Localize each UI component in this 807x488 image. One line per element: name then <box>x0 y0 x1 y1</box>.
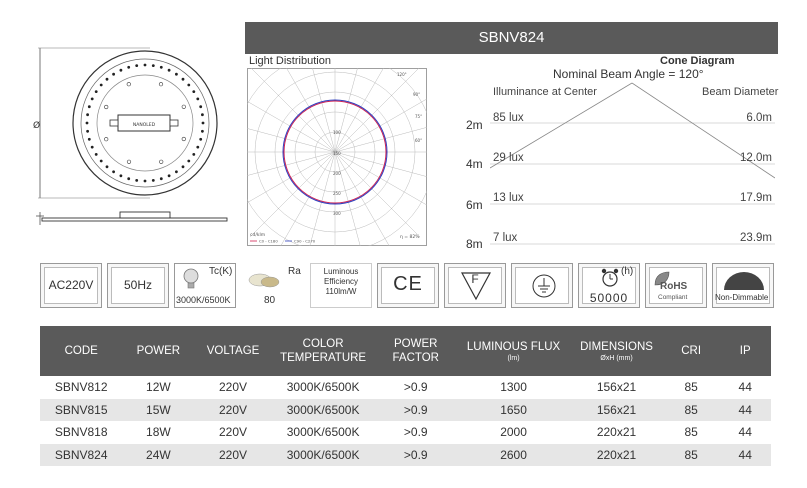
led-dot <box>88 105 91 108</box>
f-mark-label: F <box>471 272 479 286</box>
led-dot <box>199 105 202 108</box>
table-cell: 18W <box>146 425 171 440</box>
table-cell: 156x21 <box>570 399 663 422</box>
table-cell: 3000K/6500K <box>286 425 360 440</box>
tc-label: Tc(K) <box>209 266 233 277</box>
table-cell: 2000 <box>500 425 527 440</box>
led-dot <box>106 78 109 81</box>
led-dot <box>168 69 171 72</box>
led-dot <box>202 122 205 125</box>
lux-2m: 85 lux <box>493 112 524 124</box>
table-cell: 85 <box>684 425 698 440</box>
table-cell: 220V <box>194 399 271 422</box>
table-cell: 220x21 <box>570 444 663 467</box>
led-dot <box>100 84 103 87</box>
table-cell: 44 <box>738 380 752 395</box>
radial-label-250: 250 <box>333 191 341 196</box>
diameter-6m: 17.9m <box>740 192 772 204</box>
table-row <box>40 444 771 467</box>
led-dot <box>160 66 163 69</box>
table-cell: 12W <box>146 380 171 395</box>
header-ip: IP <box>719 326 771 376</box>
header-color-temperature: COLOR TEMPERATURE <box>272 326 375 376</box>
efficiency-label: η = 82% <box>400 235 420 240</box>
lux-6m: 13 lux <box>493 192 524 204</box>
diameter-2m: 6.0m <box>746 112 772 124</box>
led-dot <box>88 138 91 141</box>
led-dot <box>91 146 94 149</box>
cone-diagram-title: Cone Diagram <box>660 55 735 67</box>
diameter-4m: 12.0m <box>740 152 772 164</box>
mount-hole <box>127 160 131 164</box>
led-dot <box>120 174 123 177</box>
led-dot <box>127 66 130 69</box>
header-luminous-flux: LUMINOUS FLUX (lm) <box>457 326 570 376</box>
table-cell: 3000K/6500K <box>272 444 375 467</box>
table-cell: 3000K/6500K <box>286 380 360 395</box>
radial-label-150: 150 <box>333 151 341 156</box>
led-dot <box>112 73 115 76</box>
light-distribution-title: Light Distribution <box>249 55 331 67</box>
radial-label-100: 100 <box>333 130 341 135</box>
table-cell: 220V <box>194 444 271 467</box>
product-drawing <box>30 40 235 235</box>
led-dot <box>192 90 195 93</box>
header-power: POWER <box>122 326 194 376</box>
header-cri: CRI <box>663 326 720 376</box>
efficiency-line1: Luminous <box>323 267 359 276</box>
led-dot <box>86 122 89 125</box>
beam-angle-label: Nominal Beam Angle = 120° <box>553 67 704 81</box>
table-cell: SBNV815 <box>40 399 122 422</box>
led-dot <box>91 98 94 101</box>
led-dot <box>95 153 98 156</box>
table-cell: 85 <box>684 380 698 395</box>
angle-label-90: 90° <box>413 92 421 97</box>
polar-chart <box>247 68 427 246</box>
led-dot <box>201 130 204 133</box>
led-dot <box>95 90 98 93</box>
led-dot <box>152 179 155 182</box>
tc-value: 3000K/6500K <box>176 295 231 305</box>
table-cell: SBNV824 <box>40 444 122 467</box>
mount-hole <box>127 82 131 86</box>
mount-hole <box>159 82 163 86</box>
led-dot <box>187 84 190 87</box>
header-power-factor: POWER FACTOR <box>375 326 457 376</box>
led-dot <box>196 146 199 149</box>
table-cell: 156x21 <box>596 380 637 395</box>
alarm-clock-icon <box>601 268 619 288</box>
table-cell: 15W <box>122 399 194 422</box>
table-cell: 85 <box>663 444 720 467</box>
table-cell: 220x21 <box>596 425 637 440</box>
led-dot <box>144 64 147 67</box>
frequency-label: 50Hz <box>123 278 152 292</box>
distance-4m: 4m <box>466 157 483 171</box>
distance-6m: 6m <box>466 198 483 212</box>
mount-hole <box>159 160 163 164</box>
legend-c0: C0 - C180 <box>259 238 278 244</box>
table-row <box>40 421 771 444</box>
dimming-label: Non-Dimmable <box>715 293 769 302</box>
led-dot <box>160 177 163 180</box>
rohs-badge <box>645 263 707 308</box>
ce-badge <box>377 263 439 308</box>
cri-badge <box>243 263 305 308</box>
angle-label-75: 75° <box>415 114 423 119</box>
dimming-badge <box>712 263 774 308</box>
table-cell: 24W <box>122 444 194 467</box>
table-cell: 2600 <box>457 444 570 467</box>
ra-value: 80 <box>264 295 276 306</box>
radial-label-200: 200 <box>333 171 341 176</box>
product-code-header: SBNV824 <box>245 22 778 54</box>
diameter-8m: 23.9m <box>740 232 772 244</box>
unit-label: cd/klm <box>250 233 266 238</box>
led-dot <box>168 174 171 177</box>
table-cell: >0.9 <box>403 380 428 395</box>
lifetime-unit: (h) <box>621 266 634 277</box>
led-dot <box>199 138 202 141</box>
led-dot <box>100 160 103 163</box>
led-dot <box>201 113 204 116</box>
led-dot <box>86 130 89 133</box>
rohs-label: RoHS <box>660 281 688 292</box>
spec-table <box>40 326 771 466</box>
header-code: CODE <box>40 326 122 376</box>
led-dot <box>106 165 109 168</box>
voltage-label: AC220V <box>48 278 94 292</box>
distance-8m: 8m <box>466 237 483 251</box>
table-row <box>40 399 771 422</box>
header-voltage: VOLTAGE <box>194 326 271 376</box>
led-dot <box>182 78 185 81</box>
led-dot <box>86 113 89 116</box>
mount-hole <box>182 105 186 109</box>
lux-8m: 7 lux <box>493 232 518 244</box>
table-cell: 220V <box>219 380 248 395</box>
illuminance-header: Illuminance at Center <box>493 86 597 98</box>
table-cell: >0.9 <box>375 444 457 467</box>
led-dot <box>152 64 155 67</box>
angle-label-120: 120° <box>397 72 407 77</box>
beam-diameter-header: Beam Diameter <box>702 86 779 98</box>
voltage-badge <box>40 263 102 308</box>
ra-label: Ra <box>288 266 301 277</box>
led-dot <box>135 64 138 67</box>
dimmer-icon <box>722 270 766 292</box>
table-cell: 44 <box>719 399 771 422</box>
ground-badge <box>511 263 573 308</box>
radial-label-300: 300 <box>333 211 341 216</box>
ground-icon <box>531 273 557 299</box>
led-dot <box>196 98 199 101</box>
rohs-sub: Compliant <box>658 294 688 301</box>
table-cell: 44 <box>738 425 752 440</box>
table-cell: SBNV812 <box>54 380 108 395</box>
frequency-badge <box>107 263 169 308</box>
led-dot <box>144 180 147 183</box>
table-cell: 1650 <box>457 399 570 422</box>
legend-c90: C90 - C270 <box>294 238 316 244</box>
efficiency-line2: Efficiency <box>323 277 359 286</box>
cone-lines <box>490 80 775 250</box>
table-cell: SBNV818 <box>54 425 108 440</box>
led-dot <box>135 179 138 182</box>
table-cell: 85 <box>663 399 720 422</box>
mount-hole <box>182 137 186 141</box>
efficiency-value: 110lm/W <box>325 287 357 296</box>
f-mark-badge <box>444 263 506 308</box>
table-cell: 3000K/6500K <box>272 399 375 422</box>
led-dot <box>120 69 123 72</box>
color-temperature-badge <box>174 263 236 308</box>
table-header-row <box>40 326 771 376</box>
table-cell: >0.9 <box>375 399 457 422</box>
lifetime-badge <box>578 263 640 308</box>
efficiency-badge <box>310 263 372 308</box>
led-dot <box>112 170 115 173</box>
led-dot <box>182 165 185 168</box>
table-cell: 44 <box>719 444 771 467</box>
product-brand-label: NANOLED <box>132 123 156 128</box>
cri-swatch-icon <box>248 270 282 290</box>
table-cell: >0.9 <box>403 425 428 440</box>
distance-2m: 2m <box>466 118 483 132</box>
lux-4m: 29 lux <box>493 152 524 164</box>
led-dot <box>127 177 130 180</box>
svg-text:Ø: Ø <box>33 121 41 131</box>
table-cell: 1300 <box>500 380 527 395</box>
led-dot <box>175 73 178 76</box>
table-cell: 220V <box>219 425 248 440</box>
angle-label-60: 60° <box>415 138 423 143</box>
bulb-icon <box>181 267 201 291</box>
led-dot <box>192 153 195 156</box>
led-dot <box>187 160 190 163</box>
mount-hole <box>104 137 108 141</box>
header-dimensions: DIMENSIONS ØxH (mm) <box>570 326 663 376</box>
led-dot <box>175 170 178 173</box>
ce-mark-icon: CE <box>393 273 423 295</box>
lifetime-value: 50000 <box>589 291 629 305</box>
mount-hole <box>104 105 108 109</box>
table-row <box>40 376 771 399</box>
